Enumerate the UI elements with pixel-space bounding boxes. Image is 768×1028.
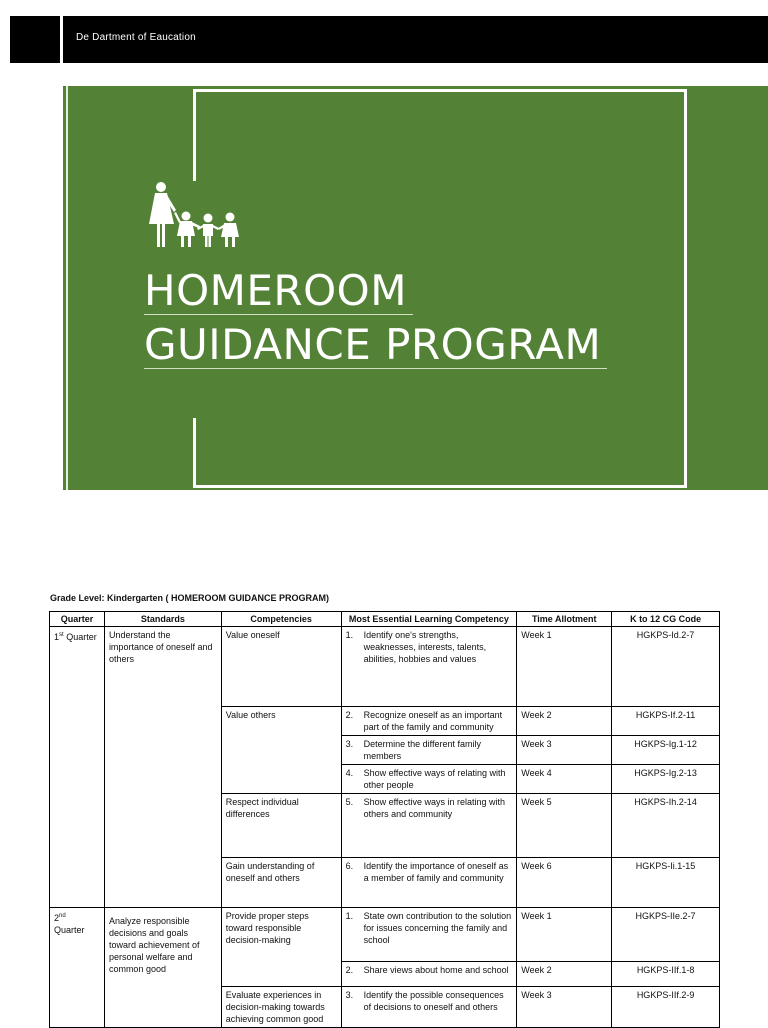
competency-cell: Value others	[221, 707, 341, 794]
column-header: Quarter	[50, 612, 105, 627]
standard-cell: Understand the importance of oneself and others	[104, 627, 221, 908]
banner-edge-line	[66, 86, 68, 490]
code-cell: HGKPS-Ii.1-15	[612, 858, 720, 908]
week-cell: Week 2	[517, 707, 612, 736]
code-cell: HGKPS-IIf.1-8	[612, 962, 720, 987]
week-cell: Week 4	[517, 765, 612, 794]
grade-level-label: Grade Level: Kindergarten ( HOMEROOM GUIDANCE PROGRAM)	[50, 593, 330, 603]
frame-left-bottom	[193, 418, 196, 488]
melc-cell: 2. Recognize oneself as an important part of the family and community	[341, 707, 517, 736]
frame-left-top	[193, 89, 196, 181]
quarter-cell: 2nd Quarter	[50, 908, 105, 1028]
family-icon	[148, 180, 244, 250]
melc-cell: 3. Identify the possible consequences of decisions to oneself and others	[341, 987, 517, 1028]
week-cell: Week 5	[517, 794, 612, 858]
week-cell: Week 3	[517, 987, 612, 1028]
code-cell: HGKPS-IIe.2-7	[612, 908, 720, 962]
code-cell: HGKPS-Id.2-7	[612, 627, 720, 707]
melc-cell: 3. Determine the different family members	[341, 736, 517, 765]
quarter-cell: 1st Quarter	[50, 627, 105, 908]
competency-cell: Respect individual differences	[221, 794, 341, 858]
melc-cell: 2. Share views about home and school	[341, 962, 517, 987]
column-header: Standards	[104, 612, 221, 627]
column-header: Time Allotment	[517, 612, 612, 627]
week-cell: Week 6	[517, 858, 612, 908]
column-header: Competencies	[221, 612, 341, 627]
table-header-row	[50, 612, 720, 627]
code-cell: HGKPS-If.2-11	[612, 707, 720, 736]
week-cell: Week 2	[517, 962, 612, 987]
competency-cell: Value oneself	[221, 627, 341, 707]
melc-cell: 1. Identify one's strengths, weaknesses, interests, talents, abilities, hobbies and values	[341, 627, 517, 707]
code-cell: HGKPS-IIf.2-9	[612, 987, 720, 1028]
frame-bottom	[193, 485, 687, 488]
competency-cell: Gain understanding of oneself and others	[221, 858, 341, 908]
week-cell: Week 3	[517, 736, 612, 765]
frame-top	[193, 89, 687, 92]
cover-title-line-1: HOMEROOM	[144, 268, 413, 315]
week-cell: Week 1	[517, 908, 612, 962]
header-divider	[60, 16, 63, 63]
column-header: Most Essential Learning Competency	[341, 612, 517, 627]
melc-cell: 5. Show effective ways in relating with others and community	[341, 794, 517, 858]
column-header: K to 12 CG Code	[612, 612, 720, 627]
code-cell: HGKPS-Ih.2-14	[612, 794, 720, 858]
curriculum-table	[49, 611, 720, 1028]
table-row	[50, 908, 720, 962]
table-row	[50, 627, 720, 707]
cover-title-line-2: GUIDANCE PROGRAM	[144, 322, 607, 369]
header-bar	[10, 16, 768, 63]
melc-cell: 1. State own contribution to the solution for issues concerning the family and school	[341, 908, 517, 962]
week-cell: Week 1	[517, 627, 612, 707]
competency-cell: Evaluate experiences in decision-making towards achieving common good	[221, 987, 341, 1028]
code-cell: HGKPS-Ig.1-12	[612, 736, 720, 765]
melc-cell: 6. Identify the importance of oneself as a member of family and community	[341, 858, 517, 908]
frame-right	[684, 89, 687, 488]
melc-cell: 4. Show effective ways of relating with other people	[341, 765, 517, 794]
code-cell: HGKPS-Ig.2-13	[612, 765, 720, 794]
competency-cell: Provide proper steps toward responsible decision-making	[221, 908, 341, 987]
department-name: De Dartment of Eaucation	[76, 32, 196, 43]
standard-cell: Analyze responsible decisions and goals toward achievement of personal welfare and common good	[104, 908, 221, 1028]
